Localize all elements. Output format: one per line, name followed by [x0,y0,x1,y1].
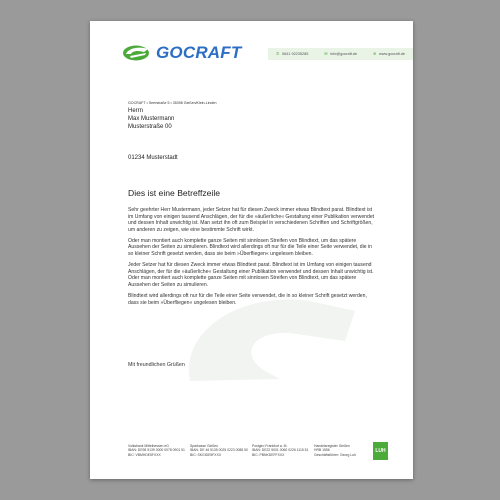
footer-bank-1: Volksbank Mittelhessen eG IBAN: DE98 5139 0000 0078 0901 51 BIC: VBMHDE5FXXX [128,444,185,457]
contact-email[interactable]: ✉ info@gocraft.de [324,51,358,56]
body-paragraph: Jeder Setzer hat für diesen Zweck immer etwas Blindtext parat. Blindtext ist im Umfang von einigen tausend Anschlägen, der für die »äußerliche« Gestaltung einer Publikation verwendet und dessen Inhalt unwichtig ist. Oder man montiert auch komplette ganze Seiten mit sinnlosen Streifen von Blindtext, um das spätere Aussehen der Seiten zu simulieren. [128,262,374,288]
sender-line: GOCRAFT • Seerstraße 5 • 35398 Gießen/Klein-Linden [128,101,217,105]
luh-badge: LUH [373,442,388,460]
contact-phone: ✆ 0641 92235285 [275,51,309,56]
company-logo [122,43,241,63]
recipient-city: 01234 Musterstadt [128,155,178,161]
letter-body [128,207,378,311]
recipient-salutation: Herrn [128,108,144,114]
body-paragraph: Oder man montiert auch komplette ganze Seiten mit sinnlosen Streifen von Blindtext, um das spätere Aussehen der Seiten zu simulieren. Blindtext wird allerdings oft nur für die Teile einer Seite verwendet, die in so kleiner Schrift gesetzt werden, dass sie beim »Überfliegen« ungelesen bleiben. [128,237,372,258]
footer-bank-3: Postgiro Frankfurt a. M. IBAN: DE22 5001 0060 0226 1115 51 BIC: PBNKDEFFXXX [252,444,309,457]
recipient-name: Max Mustermann [128,115,175,122]
footer-bank-2: Sparkasse Gießen IBAN: DE 46 5135 0025 0223 0088 50 BIC: SKGIDE5FXXX [190,444,248,457]
phone-icon: ✆ [275,51,280,56]
body-paragraph: Blindtext wird allerdings oft nur für die Teile einer Seite verwendet, die in so kleiner Schrift gesetzt werden, dass sie beim »Überfliegen« ungelesen bleiben. [128,293,367,306]
gocraft-logo-icon [122,44,152,62]
company-name: GOCRAFT [156,43,242,62]
body-paragraph: Sehr geehrter Herr Mustermann, jeder Setzer hat für diesen Zweck immer etwas Blindtext parat. Blindtext ist im Umfang von einigen tausend Anschlägen, der für die »äußerliche« Gestaltung einer Publikation verwendet und dessen Inhalt unwichtig ist. Man setzt ihn oft zum Beispiel in verschiedenen Schriften und Schriftgrößen, um anderen zu zeigen, wie eine bestimmte Schrift wirkt. [128,207,375,233]
letter-page [90,21,413,479]
contact-web[interactable]: ⊕ www.gocraft.de [373,51,406,56]
recipient-address [128,108,174,131]
footer [128,444,398,468]
subject-line: Dies ist eine Betreffzeile [128,188,221,198]
contact-bar [268,48,413,60]
footer-register: Handelsregister Gießen HRB 1556 Geschäftsführer: Georg Luh [314,444,357,457]
mail-icon: ✉ [324,51,328,56]
recipient-street: Musterstraße 00 [128,123,172,130]
globe-icon: ⊕ [373,51,377,56]
closing-line: Mit freundlichen Grüßen [128,362,185,368]
